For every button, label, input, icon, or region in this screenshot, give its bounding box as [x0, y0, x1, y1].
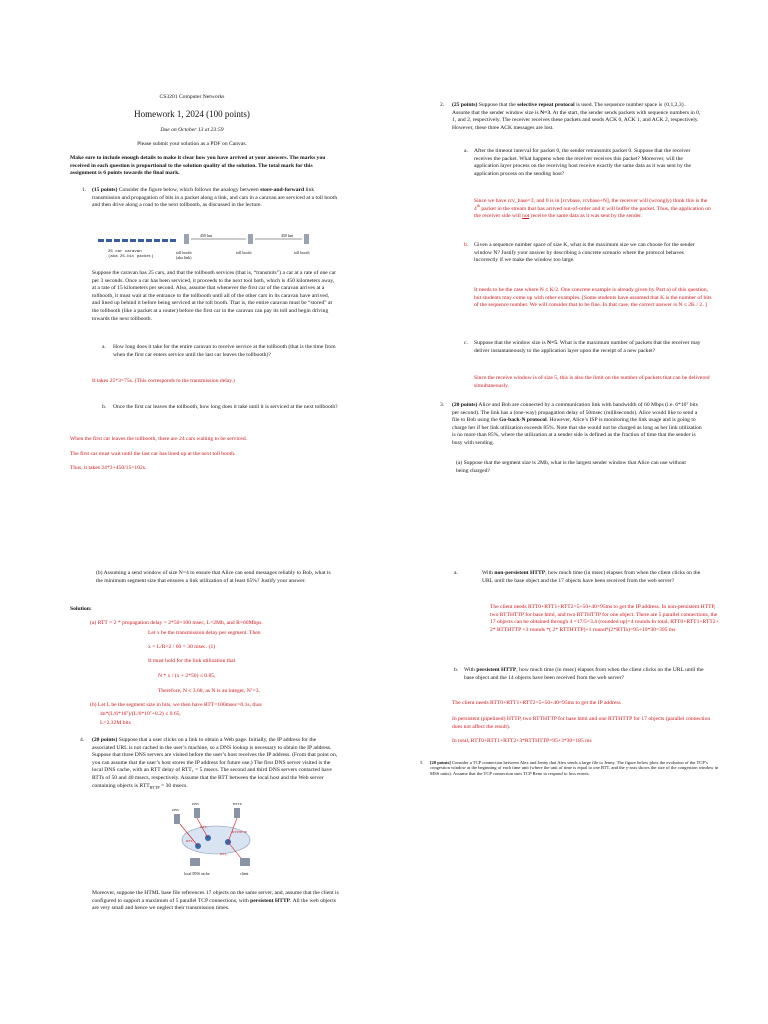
q4b-answer-line-1: The client needs RTT0+RTT1+RTT2=5+50+40=95ms to get the IP address: [452, 700, 621, 706]
q2a-answer: Since we have rcv_base=3, and 0 is in [rcvbase, rcvbase+N], the receiver will (wrongly) think this is the 4th packet in the stream that has arrived out-of-order and it will buffer the packet. Thus, the application on the receiver side will not receive the same data as it was sent by the sender.: [474, 198, 711, 220]
q2c-label: c.: [464, 340, 468, 346]
caravan-label: 25 car caravan (aka 25-bit packet): [108, 250, 154, 259]
q1a-label: a.: [102, 344, 106, 350]
q2a-label: a.: [464, 148, 468, 154]
dns-server-2-icon: [194, 808, 200, 818]
rtt1-label: RTT₁: [186, 839, 194, 843]
q4-number: 4.: [80, 737, 85, 743]
client-label: client: [240, 872, 249, 876]
q1-intro: (15 points) Consider the figure below, which follows the analogy between store-and-forward link transmission and propagation of bits in a packet along a link, and cars in a caravan are serviced at a toll booth and then drive along a road to the next tollbooth, as discussed in the lecture.: [92, 187, 338, 209]
q4b-answer-line-3: In total, RTT0+RTT1+RTT2+3*RTTHTTP=95+3*30=185 ms: [452, 738, 592, 744]
toll-booth-label-2: toll booth: [236, 250, 252, 255]
client-icon: [240, 858, 250, 866]
toll-booth-1-icon: [184, 234, 189, 244]
q1a-answer: It takes 25*3=75s. (This corresponds to the transmission delay.): [92, 378, 235, 384]
q4a-label: a.: [454, 570, 458, 576]
q5-number: 5.: [420, 760, 424, 765]
q1a-question: How long does it take for the entire caravan to receive service at the tollbooth (that is the time from when the first car enters service until the last car leaves the tollbooth)?: [113, 344, 336, 358]
q1b-answer-line-2: The first car must wait until the last car has lined up at the next toll booth.: [70, 451, 236, 457]
toll-booth-label-3: toll booth: [294, 250, 310, 255]
toll-booth-label-1: toll booth (aka link): [176, 250, 192, 260]
local-dns-cache-label: local DNS cache: [184, 872, 210, 876]
q2c-answer: Since the receive window is of size 5, this is also the limit on the number of packets that can be delivered simultaneously.: [474, 375, 710, 389]
q2b-question: Given a sequence number space of size K, what is the maximum size we can choose for the sender window N? Justify your answer by describing a concrete scenario where the protocol behaves incorrectly if we make the window too large.: [474, 242, 695, 264]
q3-intro: (20 points) Alice and Bob are connected by a communication link with bandwidth of 60 Mbps (i.e. 6*10⁷ bits per second). The link has a (one-way) propagation delay of 50msec (milliseconds). Alice would like to send a file to Bob using the Go-back-N protocol. However, Alice’s ISP is monitoring the link usage and is going to charge her if her link utilization exceeds 85%. Note that she would not be charged as long as her link utilization is no more than 85%, where the utilization at a sender side is defined as the fraction of time that the sender is busy with sending.: [452, 402, 702, 446]
dns-label-1: DNS: [172, 808, 180, 812]
q2a-question: After the timeout interval for packet 0, the sender retransmits packet 0. Suppose that the receiver receives the packet. What happens when the receiver receives this packet? Moreover, will the application layer process on the receiving host receive exactly the same data as it was sent by the application process on the sending host?: [474, 148, 691, 177]
q1-paragraph: Suppose the caravan has 25 cars, and that the tollbooth services (that is, “transmits”) a car at a rate of one car per 3 seconds. Once a car has been serviced, it proceeds to the next tool both, which is 450 kilometers away, at a rate of 15 kilometers per second. Also, assume that whenever the first car of the caravan arrives at a tollbooth, it must wait at the entrance to the tollbooth until all of the other cars in its caravan have arrived, and lined up behind it before being serviced at the toll booth. That is, the entire caravan must be “stored” at the tollbooth (like a packet at a router) before the first car in the caravan can pay its toll and begin driving towards the next tollbooth.: [92, 270, 337, 322]
q3a-question: (a) Suppose that the segment size is 2Mb, what is the largest sender window that Alice can use without being charged?: [456, 460, 686, 474]
q2c-question: Suppose that the window size is N=5. What is the maximum number of packets that the receiver may deliver instantaneously to the application layer upon the receipt of a new packet?: [474, 340, 701, 354]
car-icons: [98, 239, 176, 242]
q4a-answer: The client needs RTT0+RTT1+RTT2=5+50+40=95ms to get the IP address. In non-persistent HTTP, two RTTHTTP for base html, and two RTTHTTP for one object. There are 5 parallel connections, the 17 objects can be obtained through 4 =17/5=3.4 (rounded up)=4 rounds In total, RTT0+RTT1+RTT2+ 2* RTTHTTP +3 rounds *( 2* RTTHTTP)+1 round*(2*RTTs)=95+10*30=395 ms: [490, 604, 719, 633]
q1b-question: Once the first car leaves the tollbooth, how long does it take until it is serviced at the next tollbooth?: [113, 404, 338, 410]
q4-intro: (20 points) Suppose that a user clicks on a link to obtain a Web page. Initially, the IP address for the associated URL is not cached in the user’s machine, so a DNS lookup is necessary to obtain the IP address. Suppose that three DNS servers are visited before the user’s host receives the IP address. (From that point on, you can assume that the user’s host stores the IP address for future use.) The first DNS server visited is the local DNS cache, with an RTT delay of RTT₁ = 5 msecs. The second and third DNS servers contacted have RTTs of 50 and 40 msecs, respectively. Assume that the RTT between the local host and the Web server containing objects is $RTT_{HTTP} = 30$ msecs.: [92, 737, 338, 790]
q4a-question: With non-persistent HTTP, how much time (in msec) elapses from when the client clicks on the URL until the base object and the 17 objects have been received from the web server?: [482, 570, 701, 584]
rtt2-label: RTT₂: [200, 825, 208, 829]
q2-number: 2.: [440, 102, 445, 108]
page-4: [384, 512, 768, 1024]
solution-a-line-1: (a) RTT = 2 * propagation delay = 2*50=100 msec, L=2Mb, and R=60Mbps.: [90, 620, 263, 626]
toll-booth-3-icon: [304, 234, 309, 244]
q5-intro: [20 points] Consider a TCP connection between Alex and Jenny that Alex sends a large file to Jenny. The figure below plots the evolution of the TCP’s congestion window at the beginning of each time unit (where the unit of time is equal to one RTT, and the y-axis shows the size of the congestion window in MSS units). Assume that the TCP connection uses TCP Reno to respond to loss events.: [430, 760, 719, 776]
page-3: [0, 512, 384, 1024]
q1b-label: b.: [102, 404, 107, 410]
solution-b-line-1: (b) Let L be the segment size in bits, we then have RTT=100msec=0.1s, thus: [90, 702, 262, 708]
solution-a-line-4: It must hold for the link utilization that: [148, 658, 236, 664]
rtt3-label: RTT₃: [220, 852, 228, 856]
http-server-icon: [234, 808, 240, 818]
dns-label-2: DNS: [192, 802, 200, 806]
dns-server-1-icon: [174, 814, 180, 824]
homework-title: Homework 1, 2024 (100 points): [134, 109, 250, 119]
page-1: [0, 0, 384, 512]
q3b-question: (b) Assuming a send window of size N=4 to ensure that Alice can send messages reliably to Bob, what is the minimum segment size that ensures a link utilization of at least 65%? Justify your answer.: [96, 570, 331, 584]
distance-label-2: 450 km: [281, 233, 294, 238]
solution-a-line-2: Let x be the transmission delay per segment. Then: [148, 630, 261, 636]
q2b-label: b.: [464, 242, 469, 248]
q1-number: 1.: [82, 187, 87, 193]
q1b-answer-line-1: When the first car leaves the tollbooth, there are 24 cars waiting to be serviced.: [70, 436, 248, 442]
instructions: Make sure to include enough details to make it clear how you have arrived at your answers. The marks you received in each question is proportional to the solution quality of the solution. The total mark for this assignment is 6 points towards the final mark.: [70, 155, 326, 177]
solution-a-line-6: Therefore, N ≤ 3.68, as N is an integer, N’=3.: [158, 688, 260, 694]
solution-a-line-5: N * x / (x + 2*50) ≤ 0.85,: [158, 673, 216, 679]
q2b-answer: It needs to be the case where N ≤ K/2. One concrete example is already given by Part a) of this question, but students may come up with other examples. [Some students have assumed that K is the number of bits of the sequence number. We will consider that to be fine. In that case, the correct answer is N ≤ 2K / 2. ]: [474, 287, 712, 309]
local-dns-cache-icon: [190, 858, 200, 866]
q3-number: 3.: [440, 402, 445, 408]
due-date: Due on October 13 at 23:59: [160, 127, 224, 133]
q1b-answer-line-3: Thus, it takes 24*3+450/15=102s.: [70, 465, 147, 471]
q4b-label: b.: [454, 667, 459, 673]
distance-label-1: 450 km: [200, 233, 213, 238]
course-name: CS3201 Computer Networks: [159, 94, 225, 100]
solution-b-line-3: L=2.32M bits: [100, 720, 131, 726]
toll-booth-2-icon: [248, 234, 253, 244]
solution-a-line-3: x = L/R=2 / 60 = 30 msec. (1): [148, 644, 216, 650]
solution-heading: Solution:: [70, 606, 92, 612]
q4b-question: With persistent HTTP, how much time (in msec) elapses from when the client clicks on the URL until the base object and the 14 objects have been received from the web server?: [464, 667, 704, 681]
q4-paragraph: Moreover, suppose the HTML base file references 17 objects on the same server, and, assume that the client is configured to support a maximum of 5 parallel TCP connections, with persistent HTTP. All the web objects are very small and hence we neglect their transmission times.: [92, 890, 339, 912]
q2-intro: (25 points) Suppose that the selective repeat protocol is used. The sequence number space is {0,1,2,3}. Assume that the sender window size is N=3. At the start, the sender sends packets with sequence numbers in 0, 1, and 2, respectively. The receiver receives these packets and sends ACK 0, ACK 1, and ACK 2, respectively. However, these three ACK messages are lost.: [452, 102, 701, 131]
page-2: [384, 0, 768, 512]
solution-b-line-2: 4n*(L/6*10⁷)/(L/6*10⁷+0.2) ≤ 0.65,: [100, 711, 181, 717]
submit-note: Please submit your solution as a PDF on Canvas.: [137, 141, 247, 147]
q4b-answer-line-2: In persistent (pipelined) HTTP, two RTTHTTP for base html and one RTTHTTP for 17 objects (parallel connection does not affect the result).: [452, 716, 711, 730]
dns-figure: [168, 806, 268, 878]
http-label: HTTP: [233, 802, 242, 806]
rtt-http-label: RTTHTTP: [232, 830, 248, 834]
